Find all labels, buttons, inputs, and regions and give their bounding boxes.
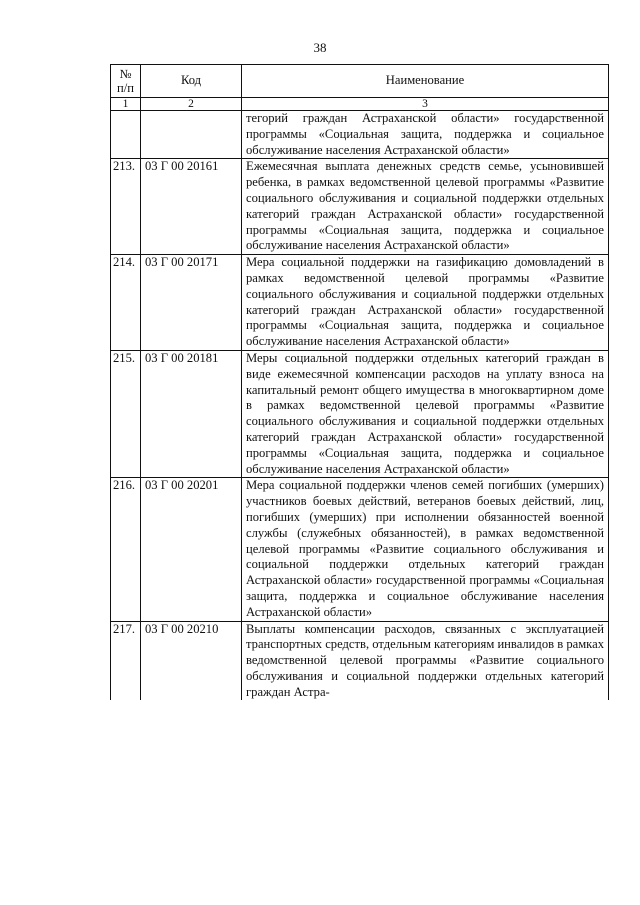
row-name: Ежемесячная выплата денежных средств семье, усыновившей ребенка, в рамках ведомственной целевой программы «Развитие социального обслуживания и социальной поддержки отдельных категорий граждан Астраханской области» государственной программы «Социальная защита, поддержка и социальное обслуживание населения Астраханской области»: [242, 159, 609, 255]
column-index-2: 2: [141, 98, 242, 111]
row-code: 03 Г 00 20181: [141, 350, 242, 477]
table-row: [111, 111, 609, 159]
row-number: 217.: [111, 621, 141, 700]
page-number: 38: [313, 40, 327, 55]
header-name: Наименование: [242, 65, 609, 98]
row-number: [111, 111, 141, 159]
table-row: [111, 621, 609, 700]
row-code: 03 Г 00 20210: [141, 621, 242, 700]
column-index-1: 1: [111, 98, 141, 111]
row-name: Меры социальной поддержки отдельных категорий граждан в виде ежемесячной компенсации расходов на уплату взноса на капитальный ремонт общего имущества в многоквартирном доме в рамках ведомственной целевой программы «Развитие социального обслуживания и социальной поддержки отдельных категорий граждан Астраханской области» государственной программы «Социальная защита, поддержка и социальное обслуживание населения Астраханской области»: [242, 350, 609, 477]
row-code: [141, 111, 242, 159]
budget-code-table: [110, 64, 609, 700]
row-name: Мера социальной поддержки на газификацию домовладений в рамках ведомственной целевой программы «Развитие социального обслуживания и социальной поддержки отдельных категорий граждан Астраханской области» государственной программы «Социальная защита, поддержка и социальное обслуживание населения Астраханской области»: [242, 255, 609, 351]
row-number: 213.: [111, 159, 141, 255]
table-row: [111, 159, 609, 255]
row-number: 215.: [111, 350, 141, 477]
table-row: [111, 255, 609, 351]
row-code: 03 Г 00 20171: [141, 255, 242, 351]
row-name: тегорий граждан Астраханской области» государственной программы «Социальная защита, поддержка и социальное обслуживание населения Астраханской области»: [242, 111, 609, 159]
row-number: 216.: [111, 478, 141, 621]
row-code: 03 Г 00 20201: [141, 478, 242, 621]
header-num: № п/п: [111, 65, 141, 98]
row-name: Выплаты компенсации расходов, связанных с эксплуатацией транспортных средств, отдельным категориям инвалидов в рамках ведомственной целевой программы «Развитие социального обслуживания и социальной поддержки отдельных категорий граждан Астра-: [242, 621, 609, 700]
table-header-row: [111, 65, 609, 98]
table-row: [111, 478, 609, 621]
table-row: [111, 350, 609, 477]
header-code: Код: [141, 65, 242, 98]
row-name: Мера социальной поддержки членов семей погибших (умерших) участников боевых действий, ветеранов боевых действий, лиц, погибших (умерших) при исполнении обязанностей военной службы (служебных обязанностей), в рамках ведомственной целевой программы «Развитие социального обслуживания и социальной поддержки отдельных категорий граждан Астраханской области» государственной программы «Социальная защита, поддержка и социальное обслуживание населения Астраханской области»: [242, 478, 609, 621]
column-index-row: [111, 98, 609, 111]
row-code: 03 Г 00 20161: [141, 159, 242, 255]
column-index-3: 3: [242, 98, 609, 111]
row-number: 214.: [111, 255, 141, 351]
